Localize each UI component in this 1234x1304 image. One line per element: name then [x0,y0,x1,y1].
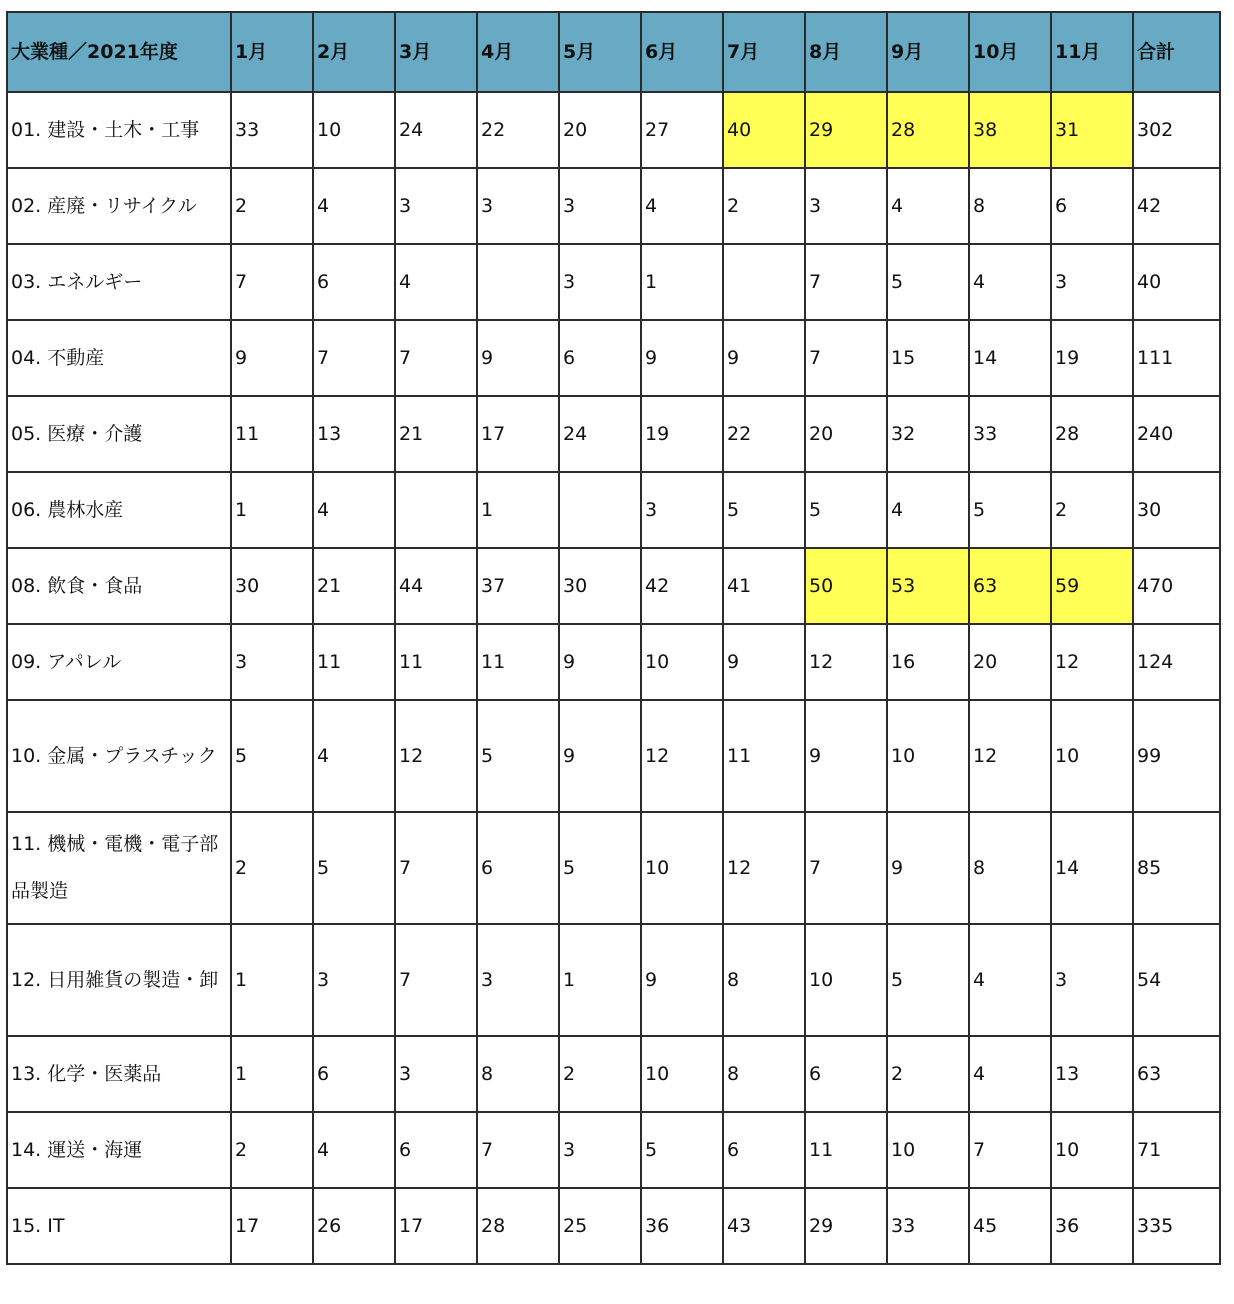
month-value-cell: 3 [559,244,641,320]
header-industry-year: 大業種／2021年度 [7,12,231,92]
month-value-cell: 4 [641,168,723,244]
month-value-cell: 20 [969,624,1051,700]
month-value-cell: 27 [641,92,723,168]
table-row [7,924,1220,1036]
month-value-cell: 6 [723,1112,805,1188]
month-value-cell: 3 [805,168,887,244]
header-month: 3月 [395,12,477,92]
industry-monthly-table-container [6,11,1221,1265]
month-value-cell: 33 [969,396,1051,472]
month-value-cell: 31 [1051,92,1133,168]
month-value-cell: 3 [1051,924,1133,1036]
month-value-cell [477,244,559,320]
month-value-cell: 3 [477,924,559,1036]
month-value-cell: 5 [477,700,559,812]
month-value-cell: 9 [887,812,969,924]
header-month: 7月 [723,12,805,92]
table-row [7,548,1220,624]
month-value-cell: 19 [1051,320,1133,396]
month-value-cell: 30 [559,548,641,624]
month-value-cell: 3 [477,168,559,244]
month-value-cell: 2 [1051,472,1133,548]
month-value-cell: 10 [641,812,723,924]
row-industry-label: 11. 機械・電機・電子部品製造 [7,812,231,924]
row-total-cell: 302 [1133,92,1220,168]
month-value-cell: 7 [313,320,395,396]
month-value-cell: 12 [395,700,477,812]
month-value-cell: 12 [641,700,723,812]
row-industry-label: 09. アパレル [7,624,231,700]
month-value-cell: 2 [559,1036,641,1112]
month-value-cell: 6 [805,1036,887,1112]
table-header-row [7,12,1220,92]
month-value-cell: 3 [641,472,723,548]
month-value-cell: 21 [395,396,477,472]
header-month: 10月 [969,12,1051,92]
month-value-cell: 5 [969,472,1051,548]
month-value-cell: 6 [313,244,395,320]
month-value-cell: 1 [641,244,723,320]
month-value-cell: 11 [313,624,395,700]
month-value-cell: 5 [887,924,969,1036]
month-value-cell: 3 [559,168,641,244]
month-value-cell: 12 [969,700,1051,812]
month-value-cell: 10 [641,624,723,700]
month-value-cell: 5 [641,1112,723,1188]
row-total-cell: 85 [1133,812,1220,924]
row-total-cell: 111 [1133,320,1220,396]
month-value-cell: 17 [395,1188,477,1264]
month-value-cell: 4 [313,1112,395,1188]
month-value-cell: 13 [313,396,395,472]
month-value-cell: 6 [559,320,641,396]
month-value-cell: 11 [231,396,313,472]
month-value-cell: 28 [887,92,969,168]
month-value-cell: 28 [477,1188,559,1264]
industry-monthly-table [6,11,1221,1265]
month-value-cell: 7 [969,1112,1051,1188]
month-value-cell: 4 [313,168,395,244]
month-value-cell: 3 [1051,244,1133,320]
row-industry-label: 05. 医療・介護 [7,396,231,472]
month-value-cell: 7 [805,320,887,396]
month-value-cell: 50 [805,548,887,624]
month-value-cell: 3 [313,924,395,1036]
month-value-cell: 7 [395,812,477,924]
month-value-cell: 12 [1051,624,1133,700]
month-value-cell: 45 [969,1188,1051,1264]
month-value-cell: 59 [1051,548,1133,624]
month-value-cell: 6 [1051,168,1133,244]
month-value-cell: 11 [805,1112,887,1188]
month-value-cell: 20 [559,92,641,168]
month-value-cell: 38 [969,92,1051,168]
table-row [7,812,1220,924]
table-row [7,1112,1220,1188]
row-total-cell: 240 [1133,396,1220,472]
month-value-cell: 8 [477,1036,559,1112]
header-month: 1月 [231,12,313,92]
header-month: 4月 [477,12,559,92]
month-value-cell: 4 [395,244,477,320]
month-value-cell: 9 [641,320,723,396]
month-value-cell: 36 [1051,1188,1133,1264]
month-value-cell: 53 [887,548,969,624]
row-industry-label: 12. 日用雑貨の製造・卸 [7,924,231,1036]
month-value-cell: 4 [887,472,969,548]
month-value-cell: 30 [231,548,313,624]
month-value-cell: 40 [723,92,805,168]
month-value-cell: 44 [395,548,477,624]
table-row [7,624,1220,700]
month-value-cell: 10 [313,92,395,168]
table-row [7,700,1220,812]
month-value-cell: 7 [395,924,477,1036]
month-value-cell: 9 [723,624,805,700]
month-value-cell: 63 [969,548,1051,624]
month-value-cell: 3 [395,1036,477,1112]
month-value-cell: 5 [231,700,313,812]
header-month: 5月 [559,12,641,92]
month-value-cell: 29 [805,1188,887,1264]
row-total-cell: 99 [1133,700,1220,812]
month-value-cell: 9 [805,700,887,812]
month-value-cell: 3 [559,1112,641,1188]
month-value-cell: 42 [641,548,723,624]
row-total-cell: 71 [1133,1112,1220,1188]
month-value-cell: 9 [477,320,559,396]
month-value-cell: 8 [723,924,805,1036]
table-row [7,168,1220,244]
month-value-cell: 7 [477,1112,559,1188]
month-value-cell: 7 [805,244,887,320]
month-value-cell: 4 [313,472,395,548]
month-value-cell: 4 [969,924,1051,1036]
table-row [7,244,1220,320]
month-value-cell: 9 [559,624,641,700]
month-value-cell: 2 [231,168,313,244]
month-value-cell: 1 [559,924,641,1036]
table-row [7,92,1220,168]
table-row [7,396,1220,472]
month-value-cell: 6 [477,812,559,924]
table-row [7,1188,1220,1264]
row-industry-label: 01. 建設・土木・工事 [7,92,231,168]
month-value-cell: 22 [723,396,805,472]
month-value-cell: 11 [723,700,805,812]
table-row [7,320,1220,396]
row-industry-label: 08. 飲食・食品 [7,548,231,624]
month-value-cell: 4 [969,244,1051,320]
row-industry-label: 06. 農林水産 [7,472,231,548]
row-industry-label: 03. エネルギー [7,244,231,320]
month-value-cell: 5 [887,244,969,320]
month-value-cell: 19 [641,396,723,472]
month-value-cell: 17 [477,396,559,472]
month-value-cell: 25 [559,1188,641,1264]
month-value-cell: 36 [641,1188,723,1264]
month-value-cell: 7 [805,812,887,924]
month-value-cell: 16 [887,624,969,700]
month-value-cell: 33 [231,92,313,168]
month-value-cell: 10 [805,924,887,1036]
month-value-cell: 10 [1051,1112,1133,1188]
row-industry-label: 15. IT [7,1188,231,1264]
month-value-cell: 4 [887,168,969,244]
month-value-cell: 5 [805,472,887,548]
month-value-cell: 20 [805,396,887,472]
month-value-cell: 14 [1051,812,1133,924]
month-value-cell: 9 [559,700,641,812]
month-value-cell: 9 [723,320,805,396]
month-value-cell: 9 [231,320,313,396]
month-value-cell: 17 [231,1188,313,1264]
month-value-cell: 10 [887,700,969,812]
row-industry-label: 04. 不動産 [7,320,231,396]
row-total-cell: 335 [1133,1188,1220,1264]
month-value-cell: 7 [231,244,313,320]
header-month: 6月 [641,12,723,92]
row-industry-label: 14. 運送・海運 [7,1112,231,1188]
month-value-cell: 13 [1051,1036,1133,1112]
month-value-cell: 1 [231,924,313,1036]
header-total: 合計 [1133,12,1220,92]
month-value-cell: 26 [313,1188,395,1264]
month-value-cell: 2 [231,812,313,924]
row-total-cell: 42 [1133,168,1220,244]
month-value-cell: 33 [887,1188,969,1264]
month-value-cell: 6 [313,1036,395,1112]
month-value-cell: 5 [313,812,395,924]
month-value-cell: 4 [313,700,395,812]
month-value-cell [395,472,477,548]
header-month: 11月 [1051,12,1133,92]
month-value-cell: 12 [805,624,887,700]
table-row [7,1036,1220,1112]
month-value-cell: 8 [969,812,1051,924]
row-industry-label: 02. 産廃・リサイクル [7,168,231,244]
row-total-cell: 124 [1133,624,1220,700]
month-value-cell: 14 [969,320,1051,396]
header-month: 9月 [887,12,969,92]
month-value-cell: 10 [887,1112,969,1188]
table-row [7,472,1220,548]
table-body [7,92,1220,1264]
row-total-cell: 30 [1133,472,1220,548]
month-value-cell: 21 [313,548,395,624]
month-value-cell: 8 [723,1036,805,1112]
month-value-cell: 22 [477,92,559,168]
row-total-cell: 40 [1133,244,1220,320]
row-total-cell: 54 [1133,924,1220,1036]
row-industry-label: 10. 金属・プラスチック [7,700,231,812]
month-value-cell: 11 [477,624,559,700]
month-value-cell [559,472,641,548]
month-value-cell: 28 [1051,396,1133,472]
header-month: 8月 [805,12,887,92]
month-value-cell: 43 [723,1188,805,1264]
month-value-cell: 1 [477,472,559,548]
row-total-cell: 470 [1133,548,1220,624]
month-value-cell: 9 [641,924,723,1036]
month-value-cell: 5 [723,472,805,548]
month-value-cell: 5 [559,812,641,924]
month-value-cell: 12 [723,812,805,924]
month-value-cell: 8 [969,168,1051,244]
month-value-cell: 41 [723,548,805,624]
month-value-cell: 15 [887,320,969,396]
month-value-cell: 2 [887,1036,969,1112]
month-value-cell: 29 [805,92,887,168]
month-value-cell: 2 [231,1112,313,1188]
month-value-cell: 2 [723,168,805,244]
month-value-cell: 10 [641,1036,723,1112]
month-value-cell: 32 [887,396,969,472]
month-value-cell [723,244,805,320]
month-value-cell: 3 [395,168,477,244]
month-value-cell: 24 [559,396,641,472]
row-total-cell: 63 [1133,1036,1220,1112]
month-value-cell: 37 [477,548,559,624]
month-value-cell: 11 [395,624,477,700]
month-value-cell: 1 [231,1036,313,1112]
month-value-cell: 10 [1051,700,1133,812]
header-month: 2月 [313,12,395,92]
month-value-cell: 3 [231,624,313,700]
month-value-cell: 24 [395,92,477,168]
month-value-cell: 7 [395,320,477,396]
month-value-cell: 1 [231,472,313,548]
row-industry-label: 13. 化学・医薬品 [7,1036,231,1112]
month-value-cell: 4 [969,1036,1051,1112]
month-value-cell: 6 [395,1112,477,1188]
